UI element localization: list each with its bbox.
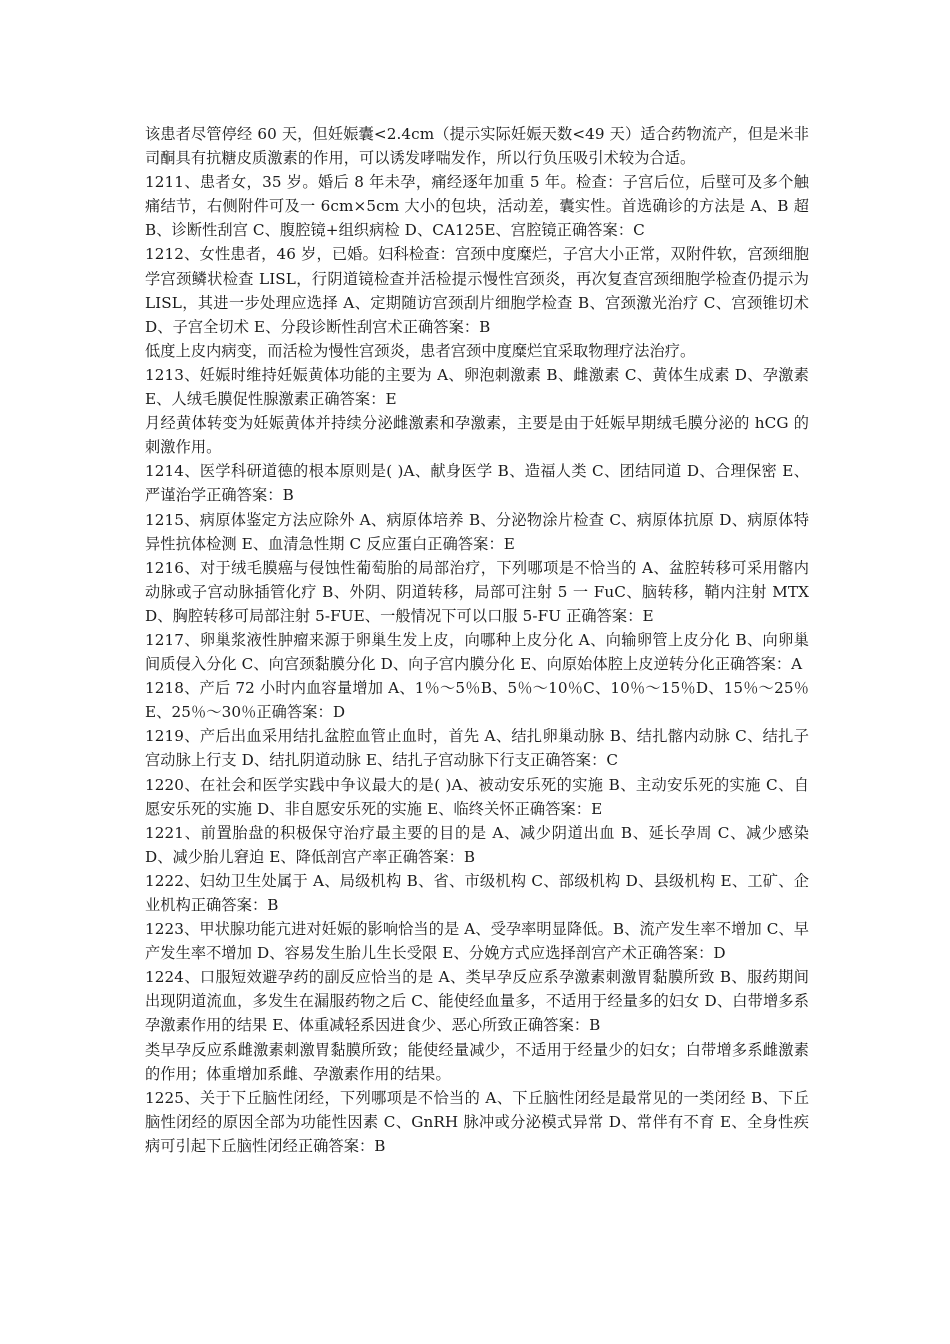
question-1218: 1218、产后 72 小时内血容量增加 A、1％～5％B、5％～10％C、10％～15％D、15％～25％E、25％～30％正确答案：D — [145, 679, 809, 722]
question-1213: 1213、妊娠时维持妊娠黄体功能的主要为 A、卵泡刺激素 B、雌激素 C、黄体生成素 D、孕激素 E、人绒毛膜促性腺激素正确答案：E — [145, 365, 809, 409]
question-1222: 1222、妇幼卫生处属于 A、局级机构 B、省、市级机构 C、部级机构 D、县级机构 E、工矿、企业机构正确答案：B — [145, 871, 809, 914]
question-1212: 1212、女性患者，46 岁，已婚。妇科检查：宫颈中度糜烂，子宫大小正常，双附件软，宫颈细胞学宫颈鳞状检查 LISL，行阴道镜检查并活检提示慢性宫颈炎，再次复查宫颈细胞学检查仍提示为 LISL，其进一步处理应选择 A、定期随访宫颈刮片细胞学检查 B、宫颈激光治疗 C、宫颈锥切术 D、子宫全切术 E、分段诊断性刮宫术正确答案：B — [145, 245, 809, 336]
explanation-paragraph: 类早孕反应系雌激素刺激胃黏膜所致；能使经量减少，不适用于经量少的妇女；白带增多系雌激素的作用；体重增加系雌、孕激素作用的结果。 — [145, 1040, 809, 1083]
question-1224: 1224、口服短效避孕药的副反应恰当的是 A、类早孕反应系孕激素刺激胃黏膜所致 B、服药期间出现阴道流血，多发生在漏服药物之后 C、能使经血量多，不适用于经量多的妇女 D、白带增多系孕激素作用的结果 E、体重减轻系因进食少、恶心所致正确答案：B — [145, 968, 809, 1035]
question-1221: 1221、前置胎盘的积极保守治疗最主要的目的是 A、减少阴道出血 B、延长孕周 C、减少感染 D、减少胎儿窘迫 E、降低剖宫产率正确答案：B — [145, 823, 809, 866]
explanation-paragraph: 低度上皮内病变，而活检为慢性宫颈炎，患者宫颈中度糜烂宜采取物理疗法治疗。 — [145, 341, 696, 360]
explanation-paragraph: 该患者尽管停经 60 天，但妊娠囊<2.4cm（提示实际妊娠天数<49 天）适合药物流产，但是米非司酮具有抗糖皮质激素的作用，可以诱发哮喘发作，所以行负压吸引术较为合适。 — [145, 125, 809, 168]
question-1220: 1220、在社会和医学实践中争议最大的是( )A、被动安乐死的实施 B、主动安乐死的实施 C、自愿安乐死的实施 D、非自愿安乐死的实施 E、临终关怀正确答案：E — [145, 775, 809, 818]
question-1215: 1215、病原体鉴定方法应除外 A、病原体培养 B、分泌物涂片检查 C、病原体抗原 D、病原体特异性抗体检测 E、血清急性期 C 反应蛋白正确答案：E — [145, 510, 809, 553]
document-body — [145, 122, 809, 1158]
question-1217: 1217、卵巢浆液性肿瘤来源于卵巢生发上皮，向哪种上皮分化 A、向输卵管上皮分化 B、向卵巢间质侵入分化 C、向宫颈黏膜分化 D、向子宫内膜分化 E、向原始体腔上皮逆转分化正确答案：A — [145, 630, 809, 674]
question-1223: 1223、甲状腺功能亢进对妊娠的影响恰当的是 A、受孕率明显降低。B、流产发生率不增加 C、早产发生率不增加 D、容易发生胎儿生长受限 E、分娩方式应选择剖宫产术正确答案：D — [145, 920, 809, 963]
question-1225: 1225、关于下丘脑性闭经，下列哪项是不恰当的 A、下丘脑性闭经是最常见的一类闭经 B、下丘脑性闭经的原因全部为功能性因素 C、GnRH 脉冲或分泌模式异常 D、常伴有不育 E、全身性疾病可引起下丘脑性闭经正确答案：B — [145, 1088, 809, 1155]
question-1216: 1216、对于绒毛膜癌与侵蚀性葡萄胎的局部治疗，下列哪项是不恰当的 A、盆腔转移可采用髂内动脉或子宫动脉插管化疗 B、外阴、阴道转移，局部可注射 5 一 FuC、脑转移，鞘内注射 MTXD、胸腔转移可局部注射 5-FUE、一般情况下可以口服 5-FU 正确答案：E — [145, 558, 809, 625]
question-1214: 1214、医学科研道德的根本原则是( )A、献身医学 B、造福人类 C、团结同道 D、合理保密 E、严谨治学正确答案：B — [145, 462, 809, 505]
question-1211: 1211、患者女，35 岁。婚后 8 年未孕，痛经逐年加重 5 年。检查：子宫后位，后壁可及多个触痛结节，右侧附件可及一 6cm×5cm 大小的包块，活动差，囊实性。首选确诊的方法是 A、B 超 B、诊断性刮宫 C、腹腔镜+组织病检 D、CA125E、宫腔镜正确答案：C — [145, 173, 809, 240]
explanation-paragraph: 月经黄体转变为妊娠黄体并持续分泌雌激素和孕激素，主要是由于妊娠早期绒毛膜分泌的 hCG 的刺激作用。 — [145, 414, 809, 457]
question-1219: 1219、产后出血采用结扎盆腔血管止血时，首先 A、结扎卵巢动脉 B、结扎髂内动脉 C、结扎子宫动脉上行支 D、结扎阴道动脉 E、结扎子宫动脉下行支正确答案：C — [145, 727, 809, 770]
